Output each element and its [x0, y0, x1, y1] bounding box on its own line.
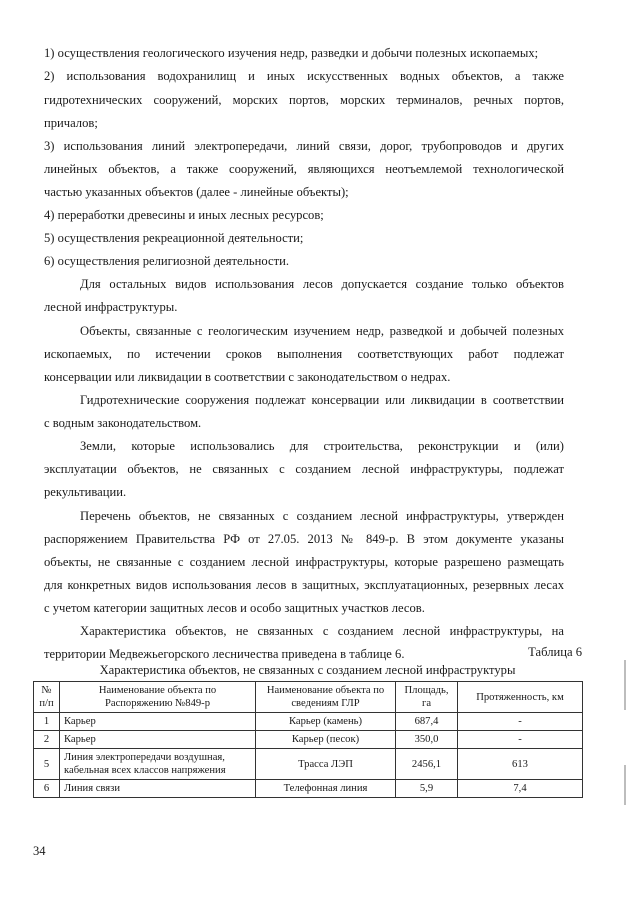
objects-table [33, 681, 583, 798]
scan-artifact [624, 660, 626, 710]
cell-area: 687,4 [396, 713, 458, 731]
cell-object-order: Линия электропередачи воздушная, кабельная всех классов напряжения [60, 749, 256, 780]
cell-number: 2 [34, 731, 60, 749]
text-line: Гидротехнические сооружения подлежат консервации или ликвидации в соответствии [80, 393, 564, 407]
table-row [34, 749, 583, 780]
cell-object-glr: Карьер (песок) [256, 731, 396, 749]
text-line: линейных объектов, а также сооружений, являющихся неотъемлемой технологической [44, 162, 564, 176]
text-line: Земли, которые использовались для строительства, реконструкции и (или) [80, 439, 564, 453]
cell-area: 350,0 [396, 731, 458, 749]
cell-area: 2456,1 [396, 749, 458, 780]
table-title: Характеристика объектов, не связанных с созданием лесной инфраструктуры [99, 663, 516, 677]
text-line: ископаемых, по истечении сроков выполнения соответствующих работ подлежат [44, 347, 564, 361]
cell-number: 5 [34, 749, 60, 780]
header-object-name-order: Наименование объекта по Распоряжению №849-р [60, 682, 256, 713]
text-line: эксплуатации объектов, не связанных с созданием лесной инфраструктуры, подлежат [44, 462, 564, 476]
text-line: Характеристика объектов, не связанных с созданием лесной инфраструктуры, на [80, 624, 564, 638]
page-number: 34 [33, 844, 46, 858]
cell-number: 6 [34, 780, 60, 798]
text-line: гидротехнических сооружений, морских портов, морских терминалов, речных портов, [44, 93, 564, 107]
text-line: объекты, не связанные с созданием лесной инфраструктуры, которые разрешено размещать [44, 555, 564, 569]
text-line: Перечень объектов, не связанных с созданием лесной инфраструктуры, утвержден [80, 509, 564, 523]
cell-object-glr: Трасса ЛЭП [256, 749, 396, 780]
cell-object-order: Карьер [60, 731, 256, 749]
text-line: 6) осуществления религиозной деятельности. [44, 254, 289, 268]
text-line: причалов; [44, 116, 98, 130]
text-line: 5) осуществления рекреационной деятельности; [44, 231, 304, 245]
cell-area: 5,9 [396, 780, 458, 798]
header-length: Протяженность, км [458, 682, 583, 713]
cell-object-glr: Телефонная линия [256, 780, 396, 798]
text-line: распоряжением Правительства РФ от 27.05. 2013 № 849-р. В этом документе указаны [44, 532, 564, 546]
text-line: Объекты, связанные с геологическим изучением недр, разведкой и добычей полезных [80, 324, 564, 338]
header-area: Площадь, га [396, 682, 458, 713]
text-line: рекультивации. [44, 485, 127, 499]
table-row [34, 780, 583, 798]
text-line: Для остальных видов использования лесов допускается создание только объектов [80, 277, 564, 291]
table-label: Таблица 6 [528, 645, 582, 659]
text-line: консервации или ликвидации в соответствии с законодательством о недрах. [44, 370, 451, 384]
cell-length: - [458, 713, 583, 731]
text-line: 3) использования линий электропередачи, линий связи, дорог, трубопроводов и других [44, 139, 564, 153]
cell-length: 613 [458, 749, 583, 780]
header-number: № п/п [34, 682, 60, 713]
text-line: 1) осуществления геологического изучения недр, разведки и добычи полезных ископаемых; [44, 46, 539, 60]
header-object-name-glr: Наименование объекта по сведениям ГЛР [256, 682, 396, 713]
cell-length: - [458, 731, 583, 749]
text-line: для конкретных видов использования лесов в защитных, эксплуатационных, резервных лесах [44, 578, 564, 592]
table-header-row [34, 682, 583, 713]
text-line: территории Медвежьегорского лесничества приведена в таблице 6. [44, 647, 405, 661]
text-line: частью указанных объектов (далее - линейные объекты); [44, 185, 349, 199]
cell-object-order: Карьер [60, 713, 256, 731]
text-line: с учетом категории защитных лесов и особо защитных участков лесов. [44, 601, 425, 615]
table-row [34, 731, 583, 749]
cell-object-glr: Карьер (камень) [256, 713, 396, 731]
text-line: 4) переработки древесины и иных лесных ресурсов; [44, 208, 324, 222]
cell-number: 1 [34, 713, 60, 731]
table-row [34, 713, 583, 731]
text-line: лесной инфраструктуры. [44, 300, 178, 314]
cell-object-order: Линия связи [60, 780, 256, 798]
scan-artifact [624, 765, 626, 805]
cell-length: 7,4 [458, 780, 583, 798]
text-line: 2) использования водохранилищ и иных искусственных водных объектов, а также [44, 69, 564, 83]
text-line: с водным законодательством. [44, 416, 202, 430]
